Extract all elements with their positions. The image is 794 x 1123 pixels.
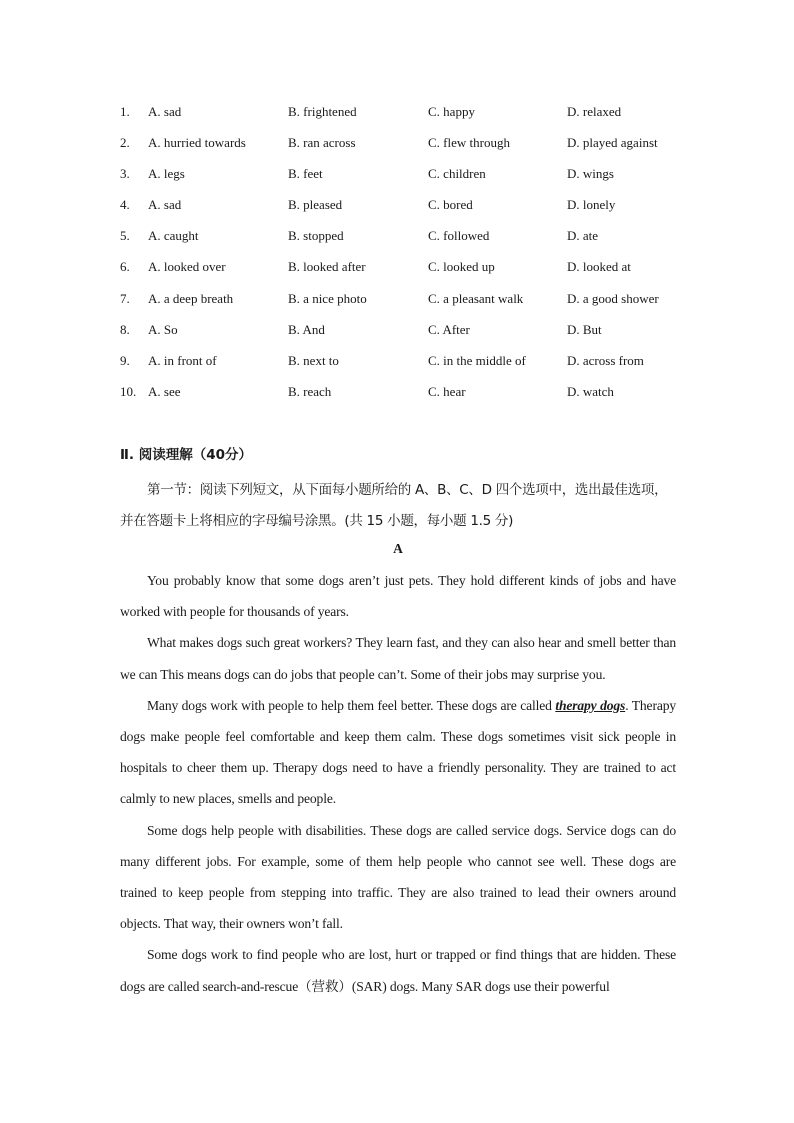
option-c: C. hear — [428, 383, 466, 399]
question-number: 4. — [120, 197, 130, 213]
option-d: D. a good shower — [567, 290, 659, 306]
question-number: 2. — [120, 135, 130, 151]
option-a: A. So — [148, 321, 178, 337]
passage-paragraph: Some dogs help people with disabilities. These dogs are called service dogs. Service dogs can do many different jobs. For example, some of them help people who cannot see well. These dogs are trained to keep people from stepping into traffic. They are also trained to lead their owners around objects. That way, their owners won’t fall. — [120, 822, 676, 932]
option-d: D. relaxed — [567, 104, 622, 119]
option-d: D. wings — [567, 166, 614, 182]
section-instructions: 第一节：阅读下列短文，从下面每小题所给的 A、B、C、D 四个选项中，选出最佳选项，并在答题卡上将相应的字母编号涂黑。(共 15 小题，每小题 1.5 分) — [120, 482, 668, 529]
section-heading: Ⅱ. 阅读理解（40分） — [120, 447, 253, 463]
question-number: 10. — [120, 383, 137, 399]
option-b: B. next to — [288, 352, 339, 368]
option-c: C. flew through — [428, 135, 510, 151]
option-row — [120, 350, 680, 381]
option-d: D. ate — [567, 228, 599, 244]
option-a: A. a deep breath — [148, 290, 234, 306]
option-b: B. feet — [288, 166, 323, 182]
option-c: C. looked up — [428, 259, 495, 275]
option-row — [120, 381, 680, 412]
option-b: B. ran across — [288, 135, 356, 151]
option-row — [120, 132, 680, 163]
option-b: B. stopped — [288, 228, 344, 244]
option-c: C. After — [428, 321, 470, 337]
question-number: 6. — [120, 259, 130, 275]
passage-label: A — [393, 541, 403, 556]
option-c: C. children — [428, 166, 486, 182]
option-d: D. lonely — [567, 197, 616, 213]
option-c: C. a pleasant walk — [428, 290, 524, 306]
option-b: B. pleased — [288, 197, 343, 213]
option-b: B. looked after — [288, 259, 366, 275]
option-b: B. a nice photo — [288, 290, 367, 306]
option-a: A. sad — [148, 104, 182, 119]
option-b: B. And — [288, 321, 325, 337]
option-d: D. looked at — [567, 259, 631, 275]
option-row — [120, 256, 680, 287]
passage-paragraph — [120, 690, 676, 815]
option-row — [120, 101, 680, 132]
option-c: C. in the middle of — [428, 352, 526, 368]
option-b: B. reach — [288, 383, 332, 399]
question-number: 1. — [120, 104, 130, 119]
question-number: 9. — [120, 352, 130, 368]
question-number: 8. — [120, 321, 130, 337]
option-b: B. frightened — [288, 104, 357, 119]
option-a: A. legs — [148, 166, 185, 182]
option-c: C. bored — [428, 197, 473, 213]
option-d: D. across from — [567, 352, 644, 368]
paragraph-text: . Therapy dogs make people feel comfortable and keep them calm. These dogs sometimes visit sick people in hospitals to cheer them up. Therapy dogs need to have a friendly personality. They are trained to act calmly to new places, smells and people. — [120, 697, 676, 807]
passage-paragraph: What makes dogs such great workers? They learn fast, and they can also hear and smell better than we can This means dogs can do jobs that people can’t. Some of their jobs may surprise you. — [120, 635, 676, 682]
highlighted-term: therapy dogs — [555, 697, 626, 713]
option-d: D. watch — [567, 383, 614, 399]
option-a: A. caught — [148, 228, 199, 244]
passage-body — [120, 565, 676, 1002]
options-table — [120, 101, 680, 412]
option-c: C. happy — [428, 104, 475, 119]
question-number: 7. — [120, 290, 130, 306]
option-d: D. But — [567, 321, 602, 337]
option-a: A. sad — [148, 197, 182, 213]
option-a: A. in front of — [148, 352, 217, 368]
option-d: D. played against — [567, 135, 658, 151]
option-a: A. see — [148, 383, 181, 399]
option-row — [120, 163, 680, 194]
option-row — [120, 194, 680, 225]
question-number: 3. — [120, 166, 130, 182]
option-a: A. hurried towards — [148, 135, 246, 151]
paragraph-text: Many dogs work with people to help them feel better. These dogs are called — [147, 697, 556, 713]
option-a: A. looked over — [148, 259, 226, 275]
option-row — [120, 288, 680, 319]
option-row — [120, 319, 680, 350]
passage-paragraph: Some dogs work to find people who are lost, hurt or trapped or find things that are hidden. These dogs are called search-and-rescue（营救）(SAR) dogs. Many SAR dogs use their powerful — [120, 947, 676, 994]
option-row — [120, 225, 680, 256]
option-c: C. followed — [428, 228, 490, 244]
passage-paragraph: You probably know that some dogs aren’t just pets. They hold different kinds of jobs and have worked with people for thousands of years. — [120, 573, 676, 620]
question-number: 5. — [120, 228, 130, 244]
